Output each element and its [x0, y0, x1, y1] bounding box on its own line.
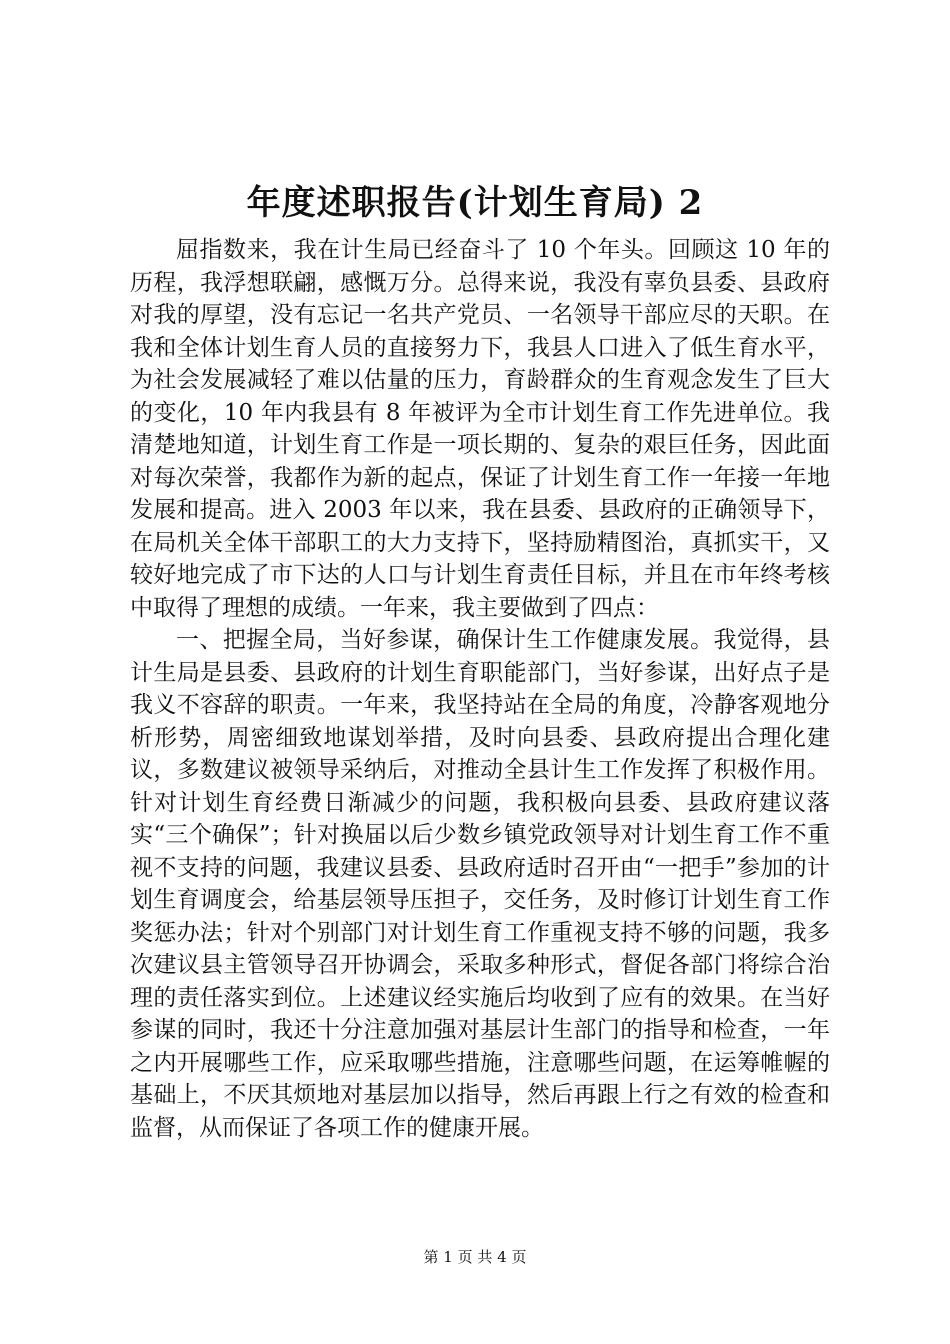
document-body [130, 234, 830, 1144]
document-title: 年度述职报告(计划生育局) 2 [246, 183, 704, 223]
page-footer: 第 1 页 共 4 页 [423, 1248, 527, 1266]
paragraph-intro: 屈指数来，我在计生局已经奋斗了 10 个年头。回顾这 10 年的历程，我浮想联翩，感慨万分。总得来说，我没有辜负县委、县政府对我的厚望，没有忘记一名共产党员、一名领导干部应尽的天职。在我和全体计划生育人员的直接努力下，我县人口进入了低生育水平，为社会发展减轻了难以估量的压力，育龄群众的生育观念发生了巨大的变化，10 年内我县有 8 年被评为全市计划生育工作先进单位。我清楚地知道，计划生育工作是一项长期的、复杂的艰巨任务，因此面对每次荣誉，我都作为新的起点，保证了计划生育工作一年接一年地发展和提高。进入 2003 年以来，我在县委、县政府的正确领导下，在局机关全体干部职工的大力支持下，坚持励精图治，真抓实干，又较好地完成了市下达的人口与计划生育责任目标，并且在市年终考核中取得了理想的成绩。一年来，我主要做到了四点： [130, 237, 830, 621]
paragraph-point-one: 一、把握全局，当好参谋，确保计生工作健康发展。我觉得，县计生局是县委、县政府的计划生育职能部门，当好参谋，出好点子是我义不容辞的职责。一年来，我坚持站在全局的角度，冷静客观地分析形势，周密细致地谋划举措，及时向县委、县政府提出合理化建议，多数建议被领导采纳后，对推动全县计生工作发挥了积极作用。针对计划生育经费日渐减少的问题，我积极向县委、县政府建议落实“三个确保”；针对换届以后少数乡镇党政领导对计划生育工作不重视不支持的问题，我建议县委、县政府适时召开由“一把手”参加的计划生育调度会，给基层领导压担子，交任务，及时修订计划生育工作奖惩办法；针对个别部门对计划生育工作重视支持不够的问题，我多次建议县主管领导召开协调会，采取多种形式，督促各部门将综合治理的责任落实到位。上述建议经实施后均收到了应有的效果。在当好参谋的同时，我还十分注意加强对基层计生部门的指导和检查，一年之内开展哪些工作，应采取哪些措施，注意哪些问题，在运筹帷幄的基础上，不厌其烦地对基层加以指导，然后再跟上行之有效的检查和监督，从而保证了各项工作的健康开展。 [130, 627, 830, 1141]
